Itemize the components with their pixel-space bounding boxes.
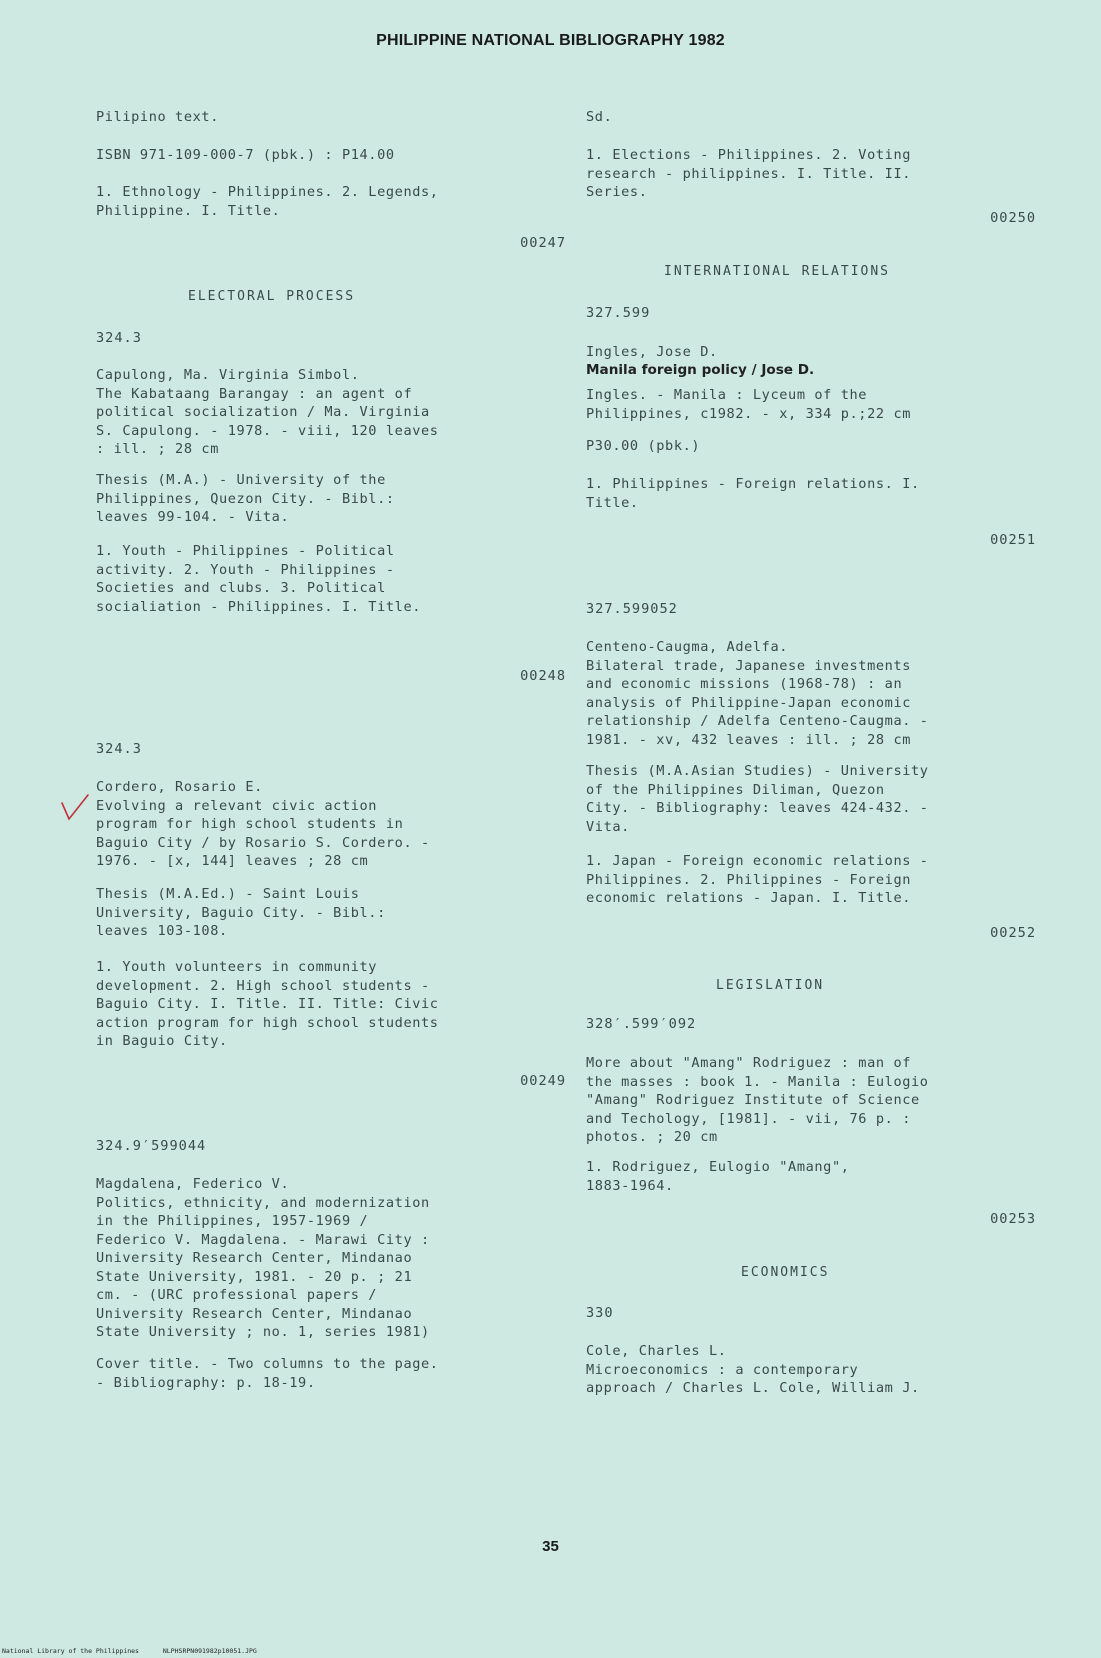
footer-library: National Library of the Philippines — [2, 1647, 139, 1655]
entry-number-00250: 00250 — [990, 210, 1036, 226]
entry-number-00249: 00249 — [520, 1073, 566, 1089]
entry-number-00248: 00248 — [520, 668, 566, 684]
continued-isbn: ISBN 971-109-000-7 (pbk.) : P14.00 — [96, 147, 395, 163]
entry-description: Capulong, Ma. Virginia Simbol. The Kabataang Barangay : an agent of political socialization / Ma. Virginia S. Capulong. - 1978. - viii, 120 leaves : ill. ; 28 cm — [96, 367, 439, 457]
continued-subjects: 1. Ethnology - Philippines. 2. Legends, Philippine. I. Title. — [96, 184, 439, 219]
entry-note: Cover title. - Two columns to the page. - Bibliography: p. 18-19. — [96, 1356, 439, 1391]
continued-subjects: 1. Elections - Philippines. 2. Voting research - philippines. I. Title. II. Series. — [586, 147, 912, 200]
entry-thesis-note: Thesis (M.A.Ed.) - Saint Louis University, Baguio City. - Bibl.: leaves 103-108. — [96, 886, 386, 939]
entry-imprint: Ingles. - Manila : Lyceum of the Philippines, c1982. - x, 334 p.;22 cm — [586, 387, 912, 422]
class-number: 324.3 — [96, 330, 142, 346]
section-heading-economics: ECONOMICS — [741, 1265, 830, 1280]
entry-author: Ingles, Jose D. — [586, 344, 718, 360]
entry-subjects: 1. Japan - Foreign economic relations - Philippines. 2. Philippines - Foreign economic relations - Japan. I. Title. — [586, 853, 929, 906]
entry-description: Cole, Charles L. Microeconomics : a contemporary approach / Charles L. Cole, William J. — [586, 1343, 920, 1396]
entry-number-00251: 00251 — [990, 532, 1036, 548]
class-number: 330 — [586, 1305, 614, 1321]
footer-caption — [2, 1647, 277, 1655]
continued-note: Pilipino text. — [96, 109, 219, 125]
footer-file: NLPHSRPN091982p10051.JPG — [162, 1647, 257, 1655]
page-title: PHILIPPINE NATIONAL BIBLIOGRAPHY 1982 — [376, 32, 725, 49]
entry-subjects: 1. Philippines - Foreign relations. I. Title. — [586, 476, 920, 511]
entry-description: Cordero, Rosario E. Evolving a relevant civic action program for high school students in Baguio City / by Rosario S. Cordero. - 1976. - [x, 144] leaves ; 28 cm — [96, 779, 430, 869]
entry-subjects: 1. Youth volunteers in community development. 2. High school students - Baguio City. I. Title. II. Title: Civic action program for high school students in Baguio City. — [96, 959, 439, 1049]
class-number: 328′.599′092 — [586, 1016, 697, 1032]
entry-thesis-note: Thesis (M.A.Asian Studies) - University of the Philippines Diliman, Quezon City. - Bibliography: leaves 424-432. - Vita. — [586, 763, 929, 835]
entry-subjects: 1. Youth - Philippines - Political activity. 2. Youth - Philippines - Societies and clubs. 3. Political socialiation - Philippines. I. Title. — [96, 543, 422, 615]
class-number: 324.3 — [96, 741, 142, 757]
entry-thesis-note: Thesis (M.A.) - University of the Philippines, Quezon City. - Bibl.: leaves 99-104. - Vita. — [96, 472, 395, 525]
entry-number-00252: 00252 — [990, 925, 1036, 941]
class-number: 327.599 — [586, 305, 651, 321]
section-heading-legislation: LEGISLATION — [716, 978, 825, 993]
entry-description: Centeno-Caugma, Adelfa. Bilateral trade, Japanese investments and economic missions (1968-78) : an analysis of Philippine-Japan economic relationship / Adelfa Centeno-Caugma. - 1981. - xv, 432 leaves : ill. ; 28 cm — [586, 639, 929, 748]
section-heading-international-relations: INTERNATIONAL RELATIONS — [664, 264, 891, 279]
entry-number-00253: 00253 — [990, 1211, 1036, 1227]
continued-note: Sd. — [586, 109, 613, 125]
page-number: 35 — [542, 1538, 559, 1555]
entry-title: Manila foreign policy / Jose D. — [586, 362, 815, 378]
section-heading-electoral-process: ELECTORAL PROCESS — [188, 289, 356, 304]
check-mark-icon — [60, 793, 90, 823]
entry-description: More about "Amang" Rodriguez : man of the masses : book 1. - Manila : Eulogio "Amang" Rodriguez Institute of Science and Techology, [1981]. - vii, 76 p. : photos. ; 20 cm — [586, 1055, 929, 1145]
entry-number-00247: 00247 — [520, 235, 566, 251]
entry-description: Magdalena, Federico V. Politics, ethnicity, and modernization in the Philippines, 1957-1969 / Federico V. Magdalena. - Marawi City : University Research Center, Mindanao State University, 1981. - 20 p. ; 21 cm. - (URC professional papers / University Research Center, Mindanao State University ; no. 1, series 1981) — [96, 1176, 430, 1340]
entry-price: P30.00 (pbk.) — [586, 438, 701, 454]
class-number: 327.599052 — [586, 601, 678, 617]
class-number: 324.9′599044 — [96, 1138, 207, 1154]
entry-subjects: 1. Rodriguez, Eulogio "Amang", 1883-1964. — [586, 1159, 850, 1194]
